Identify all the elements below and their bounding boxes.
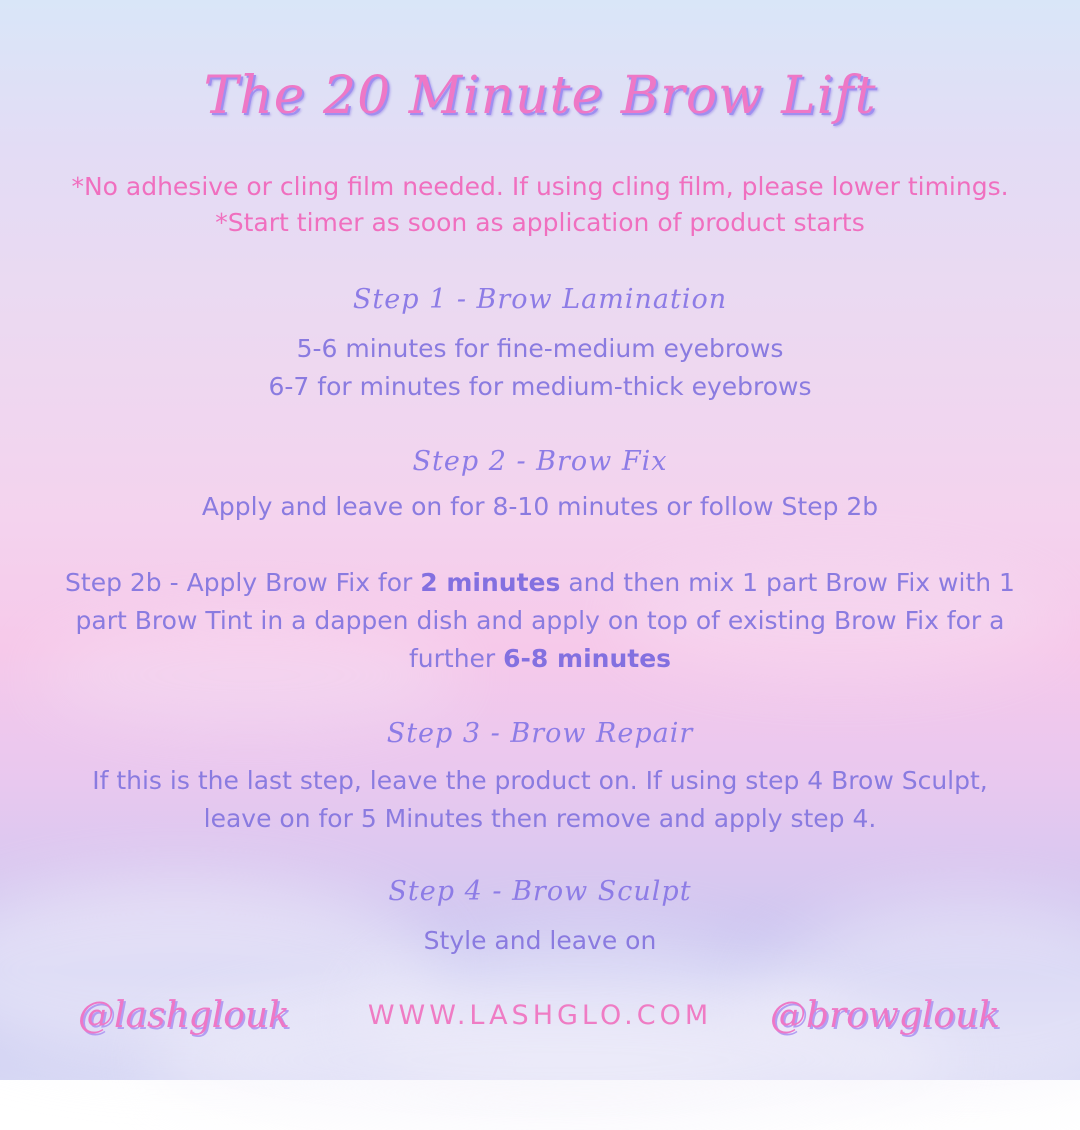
step2b-line1 [40,564,1040,602]
website-link[interactable]: WWW.LASHGLO.COM [367,1000,713,1031]
step1-line-thick: 6-7 for minutes for medium-thick eyebrows [268,372,812,401]
step2b-line2: part Brow Tint in a dappen dish and apply on top of existing Brow Fix for a [75,606,1005,635]
step2b-duration-1: 2 minutes [420,568,561,597]
step2b-duration-2: 6-8 minutes [503,644,672,673]
step4-heading: Step 4 - Brow Sculpt [388,876,692,907]
step2-heading: Step 2 - Brow Fix [412,446,668,477]
step4-line: Style and leave on [423,926,657,955]
note-start-timer: *Start timer as soon as application of product starts [215,208,865,237]
step1-heading: Step 1 - Brow Lamination [352,284,728,315]
page-title: The 20 Minute Brow Lift [203,66,877,126]
instagram-handle-brow[interactable]: @browglouk [770,995,1000,1036]
step2-line: Apply and leave on for 8-10 minutes or follow Step 2b [201,492,879,521]
instagram-handle-lash[interactable]: @lashglouk [78,995,290,1036]
note-no-adhesive: *No adhesive or cling film needed. If using cling film, please lower timings. [71,172,1009,201]
step3-heading: Step 3 - Brow Repair [386,718,694,749]
step3-line1: If this is the last step, leave the product on. If using step 4 Brow Sculpt, [92,766,988,795]
step2b-text: and then mix 1 part Brow Fix with 1 [560,568,1015,597]
step1-line-fine: 5-6 minutes for fine-medium eyebrows [296,334,784,363]
step2b-line3 [40,640,1040,678]
step2b-text: further [408,644,504,673]
step2b-text: Step 2b - Apply Brow Fix for [65,568,421,597]
step3-line2: leave on for 5 Minutes then remove and apply step 4. [203,804,877,833]
